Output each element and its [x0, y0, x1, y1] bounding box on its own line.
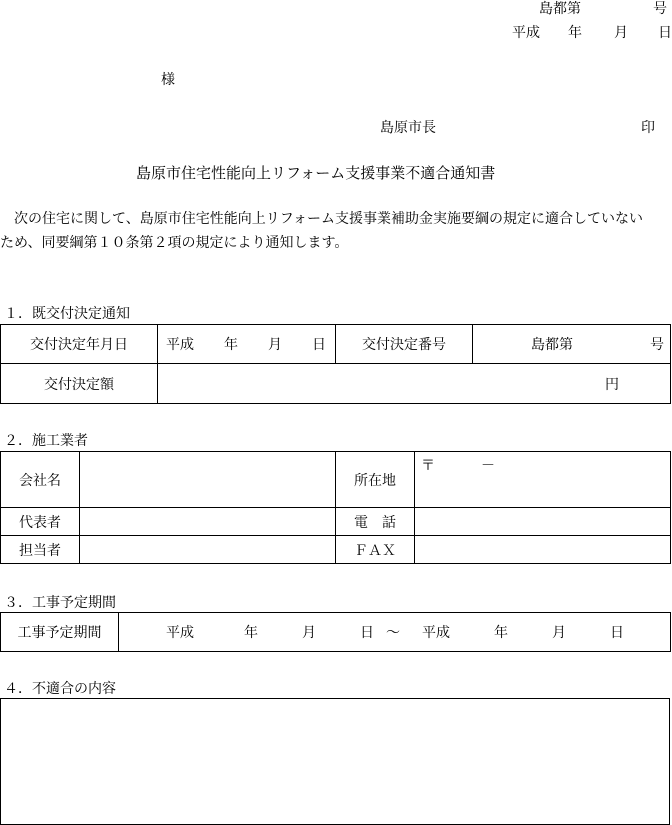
nonconformity-content-box[interactable]	[0, 698, 670, 825]
issue-date	[512, 22, 672, 42]
body-line-2: ため、同要綱第１０条第２項の規定により通知します。	[0, 235, 349, 251]
section1-heading: １．既交付決定通知	[4, 306, 130, 322]
yen-unit: 円	[605, 376, 619, 393]
issue-date-year: 年	[568, 25, 582, 41]
decision-number-label: 交付決定番号	[336, 325, 473, 364]
representative-field[interactable]	[80, 508, 336, 536]
issue-date-day: 日	[658, 25, 672, 41]
period-start-day: 日	[360, 625, 374, 641]
period-label: 工事予定期間	[1, 613, 119, 652]
period-table	[0, 612, 671, 652]
decision-number-prefix: 島都第	[531, 337, 573, 353]
document-title: 島原市住宅性能向上リフォーム支援事業不適合通知書	[136, 164, 496, 182]
decision-date-day: 日	[312, 337, 326, 353]
decision-number-suffix: 号	[650, 337, 664, 353]
issue-date-month: 月	[614, 25, 628, 41]
period-end-era: 平成	[422, 625, 450, 641]
person-in-charge-label: 担当者	[1, 536, 80, 564]
section2-heading: ２．施工業者	[4, 433, 88, 449]
decision-date-cell[interactable]	[158, 325, 336, 364]
sender-title: 島原市長	[380, 120, 436, 136]
fax-field[interactable]	[415, 536, 671, 564]
postal-mark: 〒	[421, 458, 435, 474]
decision-date-month: 月	[268, 337, 282, 353]
decision-amount-label: 交付決定額	[1, 364, 158, 404]
period-end-year: 年	[494, 625, 508, 641]
address-label: 所在地	[336, 452, 415, 508]
period-cell[interactable]	[119, 613, 671, 652]
recipient-honorific: 様	[161, 72, 175, 88]
phone-field[interactable]	[415, 508, 671, 536]
representative-label: 代表者	[1, 508, 80, 536]
address-field[interactable]	[415, 452, 671, 508]
issue-date-era: 平成	[512, 25, 540, 41]
phone-label: 電 話	[336, 508, 415, 536]
decision-date-era: 平成	[166, 337, 194, 353]
period-tilde: ～	[386, 625, 400, 641]
period-start-month: 月	[302, 625, 316, 641]
period-end-day: 日	[610, 625, 624, 641]
contractor-table	[0, 451, 671, 564]
person-in-charge-field[interactable]	[80, 536, 336, 564]
fax-label: ＦＡＸ	[336, 536, 415, 564]
period-end-month: 月	[552, 625, 566, 641]
decision-date-label: 交付決定年月日	[1, 325, 158, 364]
decision-number-cell[interactable]	[473, 325, 671, 364]
section4-heading: ４．不適合の内容	[4, 681, 116, 697]
period-start-year: 年	[244, 625, 258, 641]
doc-number-prefix: 島都第	[539, 1, 581, 17]
seal-mark: 印	[641, 120, 655, 136]
period-start-era: 平成	[166, 625, 194, 641]
section3-heading: ３．工事予定期間	[4, 595, 116, 611]
company-name-field[interactable]	[80, 452, 336, 508]
decision-date-year: 年	[224, 337, 238, 353]
postal-dash: －	[481, 458, 495, 474]
body-line-1: 次の住宅に関して、島原市住宅性能向上リフォーム支援事業補助金実施要綱の規定に適合していない	[14, 211, 644, 227]
decision-table	[0, 324, 671, 404]
company-name-label: 会社名	[1, 452, 80, 508]
doc-number-suffix: 号	[653, 1, 667, 17]
decision-amount-cell[interactable]	[158, 364, 671, 404]
